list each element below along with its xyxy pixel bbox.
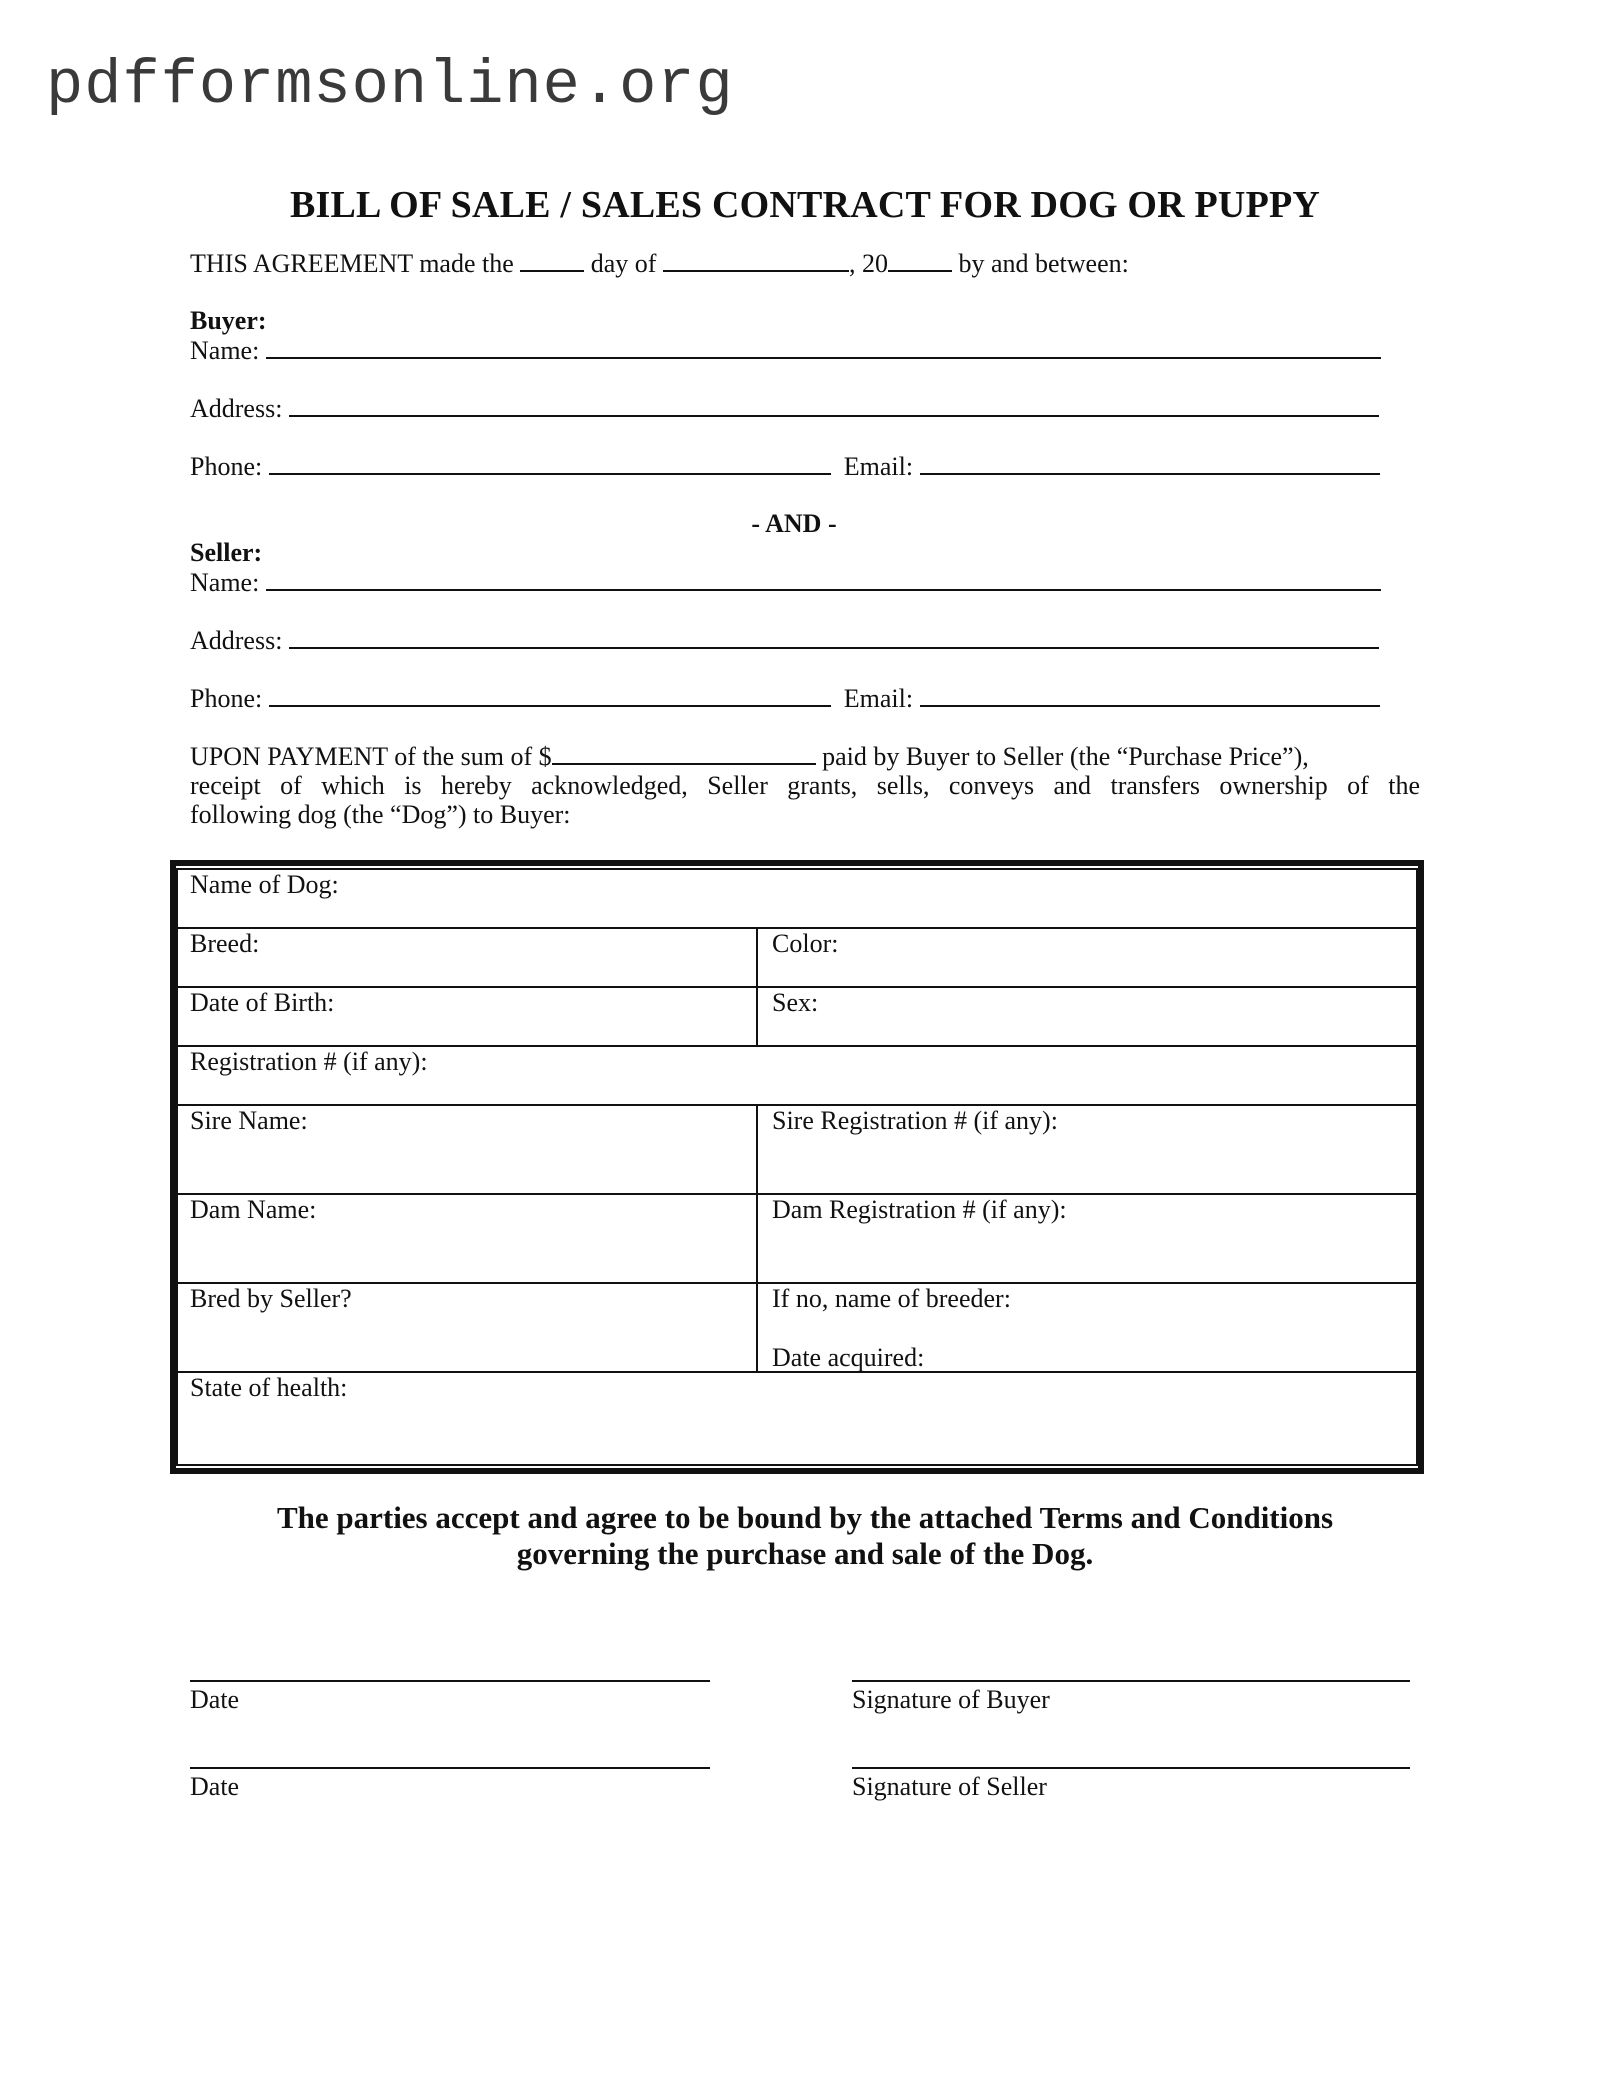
table-column-divider: [756, 928, 758, 1045]
agreement-line: [190, 248, 1398, 279]
seller-phone-label: Phone:: [190, 684, 263, 713]
buyer-contact-row: [190, 451, 1398, 482]
buyer-phone-label: Phone:: [190, 452, 263, 481]
buyer-signature-label: Signature of Buyer: [852, 1685, 1050, 1714]
state-of-health-field[interactable]: State of health:: [190, 1373, 348, 1402]
agreement-statement-line-1: The parties accept and agree to be bound by the attached Terms and Conditions: [276, 1500, 1334, 1535]
payment-prefix: UPON PAYMENT of the sum of $: [190, 742, 552, 771]
agreement-day-label: day of: [590, 249, 657, 278]
buyer-address-row: [190, 393, 1398, 424]
agreement-year-field[interactable]: [888, 248, 952, 272]
seller-name-label: Name:: [190, 568, 260, 597]
agreement-year-prefix: , 20: [848, 249, 888, 278]
buyer-name-field[interactable]: [266, 335, 1381, 359]
watermark-logo: pdfformsonline.org: [46, 50, 734, 121]
sex-field[interactable]: Sex:: [772, 988, 819, 1017]
seller-address-row: [190, 625, 1398, 656]
buyer-email-label: Email:: [843, 452, 914, 481]
payment-line-2: receipt of which is hereby acknowledged, Seller grants, sells, conveys and transfers ownership of the: [190, 771, 1420, 800]
seller-signature-label: Signature of Seller: [852, 1772, 1047, 1801]
name-of-dog-field[interactable]: Name of Dog:: [190, 870, 339, 899]
seller-address-label: Address:: [190, 626, 283, 655]
table-column-divider: [756, 1105, 758, 1371]
buyer-address-label: Address:: [190, 394, 283, 423]
agreement-prefix: THIS AGREEMENT made the: [190, 249, 514, 278]
buyer-phone-field[interactable]: [269, 451, 831, 475]
seller-phone-field[interactable]: [269, 683, 831, 707]
seller-email-label: Email:: [843, 684, 914, 713]
agreement-suffix: by and between:: [958, 249, 1129, 278]
and-separator: - AND -: [751, 509, 837, 538]
seller-contact-row: [190, 683, 1398, 714]
date-acquired-field[interactable]: Date acquired:: [772, 1343, 925, 1372]
seller-name-field[interactable]: [266, 567, 1381, 591]
buyer-date-label: Date: [190, 1685, 240, 1714]
buyer-email-field[interactable]: [920, 451, 1380, 475]
purchase-price-field[interactable]: [552, 741, 816, 765]
registration-field[interactable]: Registration # (if any):: [190, 1047, 428, 1076]
seller-email-field[interactable]: [920, 683, 1380, 707]
seller-date-line[interactable]: [190, 1767, 710, 1769]
sire-registration-field[interactable]: Sire Registration # (if any):: [772, 1106, 1058, 1135]
seller-signature-line[interactable]: [852, 1767, 1410, 1769]
seller-date-label: Date: [190, 1772, 240, 1801]
payment-line-1: [190, 741, 1420, 772]
buyer-name-label: Name:: [190, 336, 260, 365]
buyer-address-field[interactable]: [289, 393, 1379, 417]
buyer-signature-line[interactable]: [852, 1680, 1410, 1682]
dam-name-field[interactable]: Dam Name:: [190, 1195, 317, 1224]
form-title: BILL OF SALE / SALES CONTRACT FOR DOG OR PUPPY: [289, 184, 1321, 226]
seller-name-row: [190, 567, 1398, 598]
agreement-statement: [0, 1500, 1610, 1572]
seller-address-field[interactable]: [289, 625, 1379, 649]
color-field[interactable]: Color:: [772, 929, 839, 958]
breeder-name-field[interactable]: If no, name of breeder:: [772, 1284, 1011, 1313]
agreement-day-field[interactable]: [520, 248, 584, 272]
bred-by-seller-field[interactable]: Bred by Seller?: [190, 1284, 352, 1313]
buyer-date-line[interactable]: [190, 1680, 710, 1682]
buyer-name-row: [190, 335, 1398, 366]
agreement-month-field[interactable]: [663, 248, 849, 272]
breed-field[interactable]: Breed:: [190, 929, 260, 958]
payment-line-3: following dog (the “Dog”) to Buyer:: [190, 800, 571, 829]
seller-heading: Seller:: [190, 538, 263, 567]
dam-registration-field[interactable]: Dam Registration # (if any):: [772, 1195, 1067, 1224]
buyer-heading: Buyer:: [190, 306, 267, 335]
date-of-birth-field[interactable]: Date of Birth:: [190, 988, 335, 1017]
sire-name-field[interactable]: Sire Name:: [190, 1106, 308, 1135]
agreement-statement-line-2: governing the purchase and sale of the Dog.: [516, 1536, 1094, 1571]
payment-line1-suffix: paid by Buyer to Seller (the “Purchase Price”),: [822, 742, 1309, 771]
